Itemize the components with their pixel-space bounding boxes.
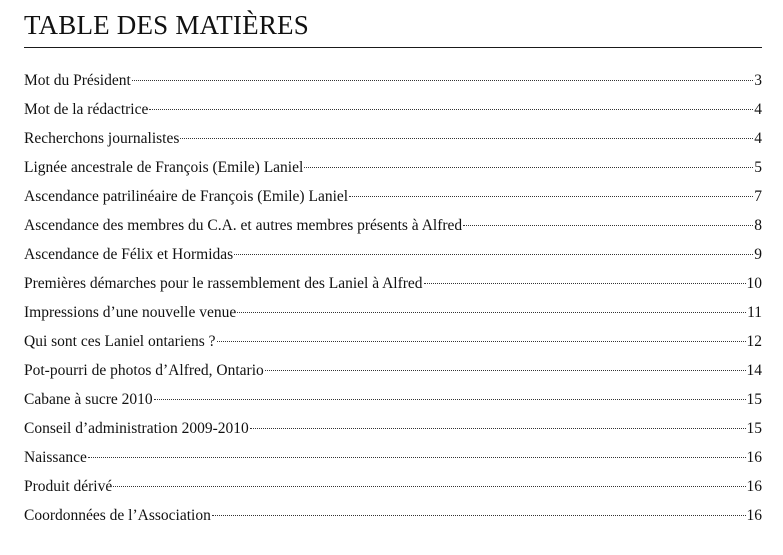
dot-leader bbox=[180, 138, 753, 139]
toc-entry-label: Pot-pourri de photos d’Alfred, Ontario bbox=[24, 362, 264, 379]
toc-page bbox=[24, 0, 762, 555]
toc-entry[interactable] bbox=[24, 327, 762, 356]
toc-entry-label: Ascendance patrilinéaire de François (Emile) Laniel bbox=[24, 188, 349, 205]
toc-entry-page: 16 bbox=[746, 507, 762, 524]
dot-leader bbox=[154, 399, 746, 400]
toc-entry-label: Cabane à sucre 2010 bbox=[24, 391, 153, 408]
dot-leader bbox=[304, 167, 753, 168]
toc-entry-page: 5 bbox=[754, 159, 762, 176]
toc-entry[interactable] bbox=[24, 298, 762, 327]
toc-entry-page: 7 bbox=[754, 188, 762, 205]
toc-entry-page: 8 bbox=[754, 217, 762, 234]
toc-entry-page: 9 bbox=[754, 246, 762, 263]
toc-entry-label: Impressions d’une nouvelle venue bbox=[24, 304, 237, 321]
toc-entry-page: 15 bbox=[746, 391, 762, 408]
toc-entry-page: 4 bbox=[754, 130, 762, 147]
dot-leader bbox=[237, 312, 746, 313]
dot-leader bbox=[132, 80, 753, 81]
toc-entry-page: 12 bbox=[746, 333, 762, 350]
dot-leader bbox=[88, 457, 746, 458]
toc-entry-label: Mot du Président bbox=[24, 72, 131, 89]
toc-entry[interactable] bbox=[24, 414, 762, 443]
dot-leader bbox=[463, 225, 753, 226]
title-divider bbox=[24, 47, 762, 48]
toc-list bbox=[24, 66, 762, 530]
toc-entry[interactable] bbox=[24, 66, 762, 95]
toc-entry-page: 15 bbox=[746, 420, 762, 437]
toc-entry-page: 10 bbox=[746, 275, 762, 292]
dot-leader bbox=[349, 196, 753, 197]
toc-entry[interactable] bbox=[24, 443, 762, 472]
dot-leader bbox=[217, 341, 746, 342]
toc-entry-page: 3 bbox=[754, 72, 762, 89]
toc-entry[interactable] bbox=[24, 240, 762, 269]
toc-entry[interactable] bbox=[24, 269, 762, 298]
toc-entry-label: Ascendance des membres du C.A. et autres membres présents à Alfred bbox=[24, 217, 463, 234]
dot-leader bbox=[234, 254, 753, 255]
toc-entry-label: Mot de la rédactrice bbox=[24, 101, 149, 118]
toc-entry-label: Premières démarches pour le rassemblement des Laniel à Alfred bbox=[24, 275, 423, 292]
toc-entry[interactable] bbox=[24, 211, 762, 240]
toc-entry-page: 4 bbox=[754, 101, 762, 118]
toc-entry-label: Coordonnées de l’Association bbox=[24, 507, 211, 524]
toc-entry-label: Lignée ancestrale de François (Emile) Laniel bbox=[24, 159, 304, 176]
dot-leader bbox=[212, 515, 746, 516]
toc-entry-label: Ascendance de Félix et Hormidas bbox=[24, 246, 234, 263]
toc-entry[interactable] bbox=[24, 472, 762, 501]
dot-leader bbox=[113, 486, 745, 487]
toc-entry-page: 16 bbox=[746, 478, 762, 495]
toc-entry-page: 16 bbox=[746, 449, 762, 466]
dot-leader bbox=[265, 370, 746, 371]
toc-entry[interactable] bbox=[24, 153, 762, 182]
toc-entry-page: 14 bbox=[746, 362, 762, 379]
toc-entry-page: 11 bbox=[747, 304, 762, 321]
page-title: TABLE DES MATIÈRES bbox=[24, 10, 309, 40]
toc-entry[interactable] bbox=[24, 385, 762, 414]
dot-leader bbox=[250, 428, 746, 429]
toc-entry[interactable] bbox=[24, 182, 762, 211]
toc-entry-label: Produit dérivé bbox=[24, 478, 113, 495]
toc-entry[interactable] bbox=[24, 501, 762, 530]
toc-entry-label: Qui sont ces Laniel ontariens ? bbox=[24, 333, 216, 350]
toc-entry-label: Conseil d’administration 2009-2010 bbox=[24, 420, 249, 437]
toc-entry[interactable] bbox=[24, 356, 762, 385]
toc-entry[interactable] bbox=[24, 124, 762, 153]
dot-leader bbox=[424, 283, 746, 284]
toc-entry[interactable] bbox=[24, 95, 762, 124]
dot-leader bbox=[149, 109, 753, 110]
toc-entry-label: Recherchons journalistes bbox=[24, 130, 180, 147]
toc-entry-label: Naissance bbox=[24, 449, 87, 466]
